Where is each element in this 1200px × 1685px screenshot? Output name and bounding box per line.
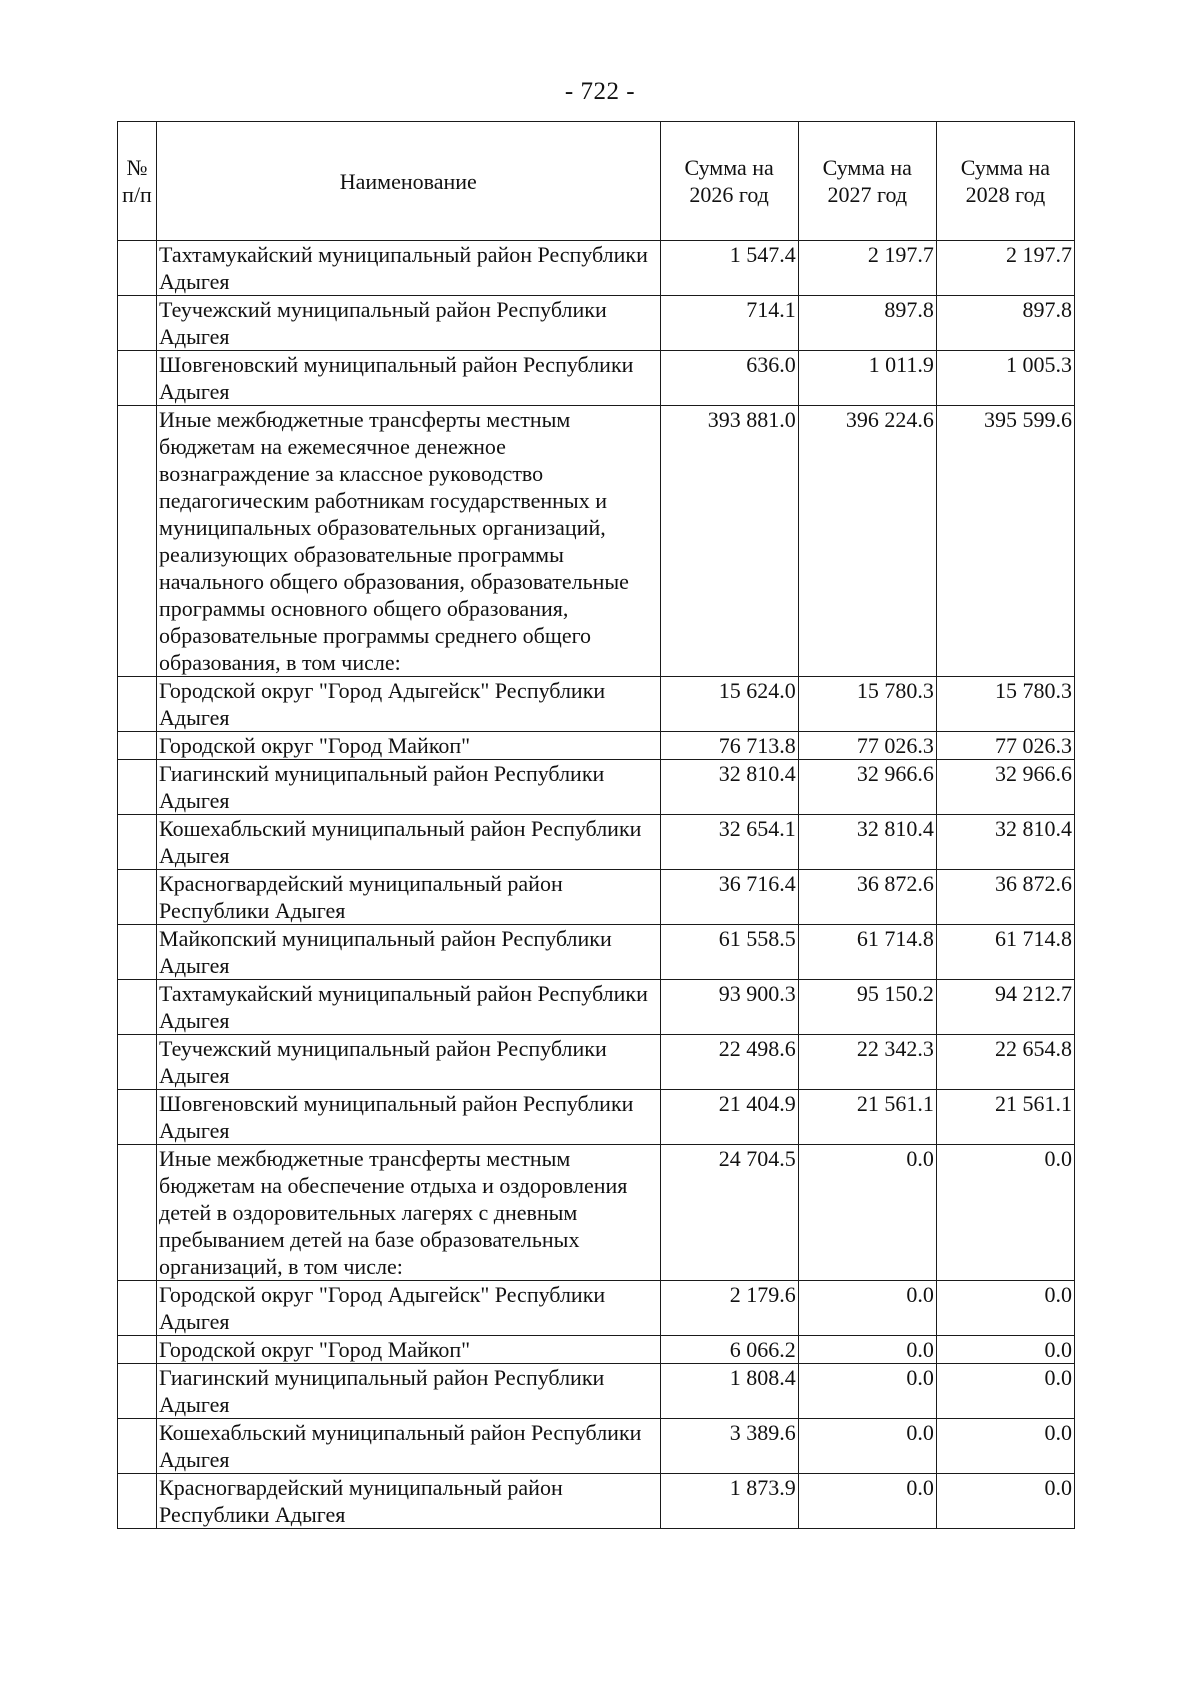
value-2027: 0.0 xyxy=(798,1419,936,1474)
row-name: Красногвардейский муниципальный район Республики Адыгея xyxy=(157,1474,661,1529)
value-2028: 94 212.7 xyxy=(936,980,1074,1035)
table-row xyxy=(118,241,1075,296)
row-name: Иные межбюджетные трансферты местным бюджетам на обеспечение отдыха и оздоровления детей в оздоровительных лагерях с дневным пребыванием детей на базе образовательных организаций, в том числе: xyxy=(157,1145,661,1281)
table-row xyxy=(118,406,1075,677)
value-2027: 61 714.8 xyxy=(798,925,936,980)
value-2026: 76 713.8 xyxy=(660,732,798,760)
table-row xyxy=(118,1336,1075,1364)
header-2027: Сумма на 2027 год xyxy=(798,122,936,241)
value-2026: 1 873.9 xyxy=(660,1474,798,1529)
row-number xyxy=(118,1090,157,1145)
value-2027: 2 197.7 xyxy=(798,241,936,296)
header-num: № п/п xyxy=(118,122,157,241)
value-2028: 61 714.8 xyxy=(936,925,1074,980)
value-2026: 61 558.5 xyxy=(660,925,798,980)
table-row xyxy=(118,760,1075,815)
row-number xyxy=(118,296,157,351)
value-2026: 714.1 xyxy=(660,296,798,351)
row-name: Городской округ "Город Майкоп" xyxy=(157,732,661,760)
value-2027: 0.0 xyxy=(798,1364,936,1419)
value-2028: 0.0 xyxy=(936,1281,1074,1336)
value-2027: 0.0 xyxy=(798,1474,936,1529)
table-row xyxy=(118,925,1075,980)
value-2027: 36 872.6 xyxy=(798,870,936,925)
value-2026: 32 810.4 xyxy=(660,760,798,815)
row-name: Шовгеновский муниципальный район Республики Адыгея xyxy=(157,351,661,406)
header-2026: Сумма на 2026 год xyxy=(660,122,798,241)
value-2026: 2 179.6 xyxy=(660,1281,798,1336)
table-row xyxy=(118,1419,1075,1474)
value-2026: 15 624.0 xyxy=(660,677,798,732)
value-2026: 32 654.1 xyxy=(660,815,798,870)
row-number xyxy=(118,1419,157,1474)
value-2027: 22 342.3 xyxy=(798,1035,936,1090)
row-number xyxy=(118,925,157,980)
row-number xyxy=(118,815,157,870)
value-2027: 21 561.1 xyxy=(798,1090,936,1145)
value-2028: 0.0 xyxy=(936,1364,1074,1419)
value-2028: 36 872.6 xyxy=(936,870,1074,925)
value-2028: 22 654.8 xyxy=(936,1035,1074,1090)
value-2027: 77 026.3 xyxy=(798,732,936,760)
value-2028: 21 561.1 xyxy=(936,1090,1074,1145)
table-row xyxy=(118,870,1075,925)
value-2026: 22 498.6 xyxy=(660,1035,798,1090)
value-2028: 0.0 xyxy=(936,1419,1074,1474)
table-row xyxy=(118,815,1075,870)
row-name: Красногвардейский муниципальный район Республики Адыгея xyxy=(157,870,661,925)
value-2027: 95 150.2 xyxy=(798,980,936,1035)
value-2028: 15 780.3 xyxy=(936,677,1074,732)
row-name: Теучежский муниципальный район Республики Адыгея xyxy=(157,1035,661,1090)
table-row xyxy=(118,1364,1075,1419)
table-row xyxy=(118,1474,1075,1529)
table-row xyxy=(118,351,1075,406)
table-row xyxy=(118,1035,1075,1090)
value-2027: 15 780.3 xyxy=(798,677,936,732)
value-2026: 393 881.0 xyxy=(660,406,798,677)
value-2027: 1 011.9 xyxy=(798,351,936,406)
row-number xyxy=(118,980,157,1035)
value-2027: 0.0 xyxy=(798,1281,936,1336)
value-2027: 32 966.6 xyxy=(798,760,936,815)
row-number xyxy=(118,241,157,296)
value-2026: 636.0 xyxy=(660,351,798,406)
table-body xyxy=(118,241,1075,1529)
value-2027: 396 224.6 xyxy=(798,406,936,677)
row-number xyxy=(118,1364,157,1419)
value-2028: 77 026.3 xyxy=(936,732,1074,760)
row-name: Тахтамукайский муниципальный район Республики Адыгея xyxy=(157,241,661,296)
row-name: Гиагинский муниципальный район Республики Адыгея xyxy=(157,1364,661,1419)
page-number: - 722 - xyxy=(564,78,636,105)
row-name: Кошехабльский муниципальный район Республики Адыгея xyxy=(157,815,661,870)
value-2028: 897.8 xyxy=(936,296,1074,351)
row-name: Иные межбюджетные трансферты местным бюджетам на ежемесячное денежное вознаграждение за классное руководство педагогическим работникам государственных и муниципальных образовательных организаций, реализующих образовательные программы начального общего образования, образовательные программы основного общего образования, образовательные программы среднего общего образования, в том числе: xyxy=(157,406,661,677)
value-2026: 93 900.3 xyxy=(660,980,798,1035)
table-header-row xyxy=(118,122,1075,241)
row-number xyxy=(118,1281,157,1336)
value-2028: 0.0 xyxy=(936,1145,1074,1281)
value-2026: 6 066.2 xyxy=(660,1336,798,1364)
value-2028: 395 599.6 xyxy=(936,406,1074,677)
row-name: Тахтамукайский муниципальный район Республики Адыгея xyxy=(157,980,661,1035)
value-2027: 32 810.4 xyxy=(798,815,936,870)
value-2027: 0.0 xyxy=(798,1336,936,1364)
row-name: Городской округ "Город Адыгейск" Республики Адыгея xyxy=(157,677,661,732)
table-row xyxy=(118,732,1075,760)
table-row xyxy=(118,677,1075,732)
row-number xyxy=(118,1035,157,1090)
header-name: Наименование xyxy=(157,122,661,241)
value-2026: 36 716.4 xyxy=(660,870,798,925)
row-name: Городской округ "Город Майкоп" xyxy=(157,1336,661,1364)
table-row xyxy=(118,1090,1075,1145)
row-number xyxy=(118,677,157,732)
table-row xyxy=(118,1281,1075,1336)
row-name: Теучежский муниципальный район Республики Адыгея xyxy=(157,296,661,351)
value-2028: 32 966.6 xyxy=(936,760,1074,815)
value-2026: 3 389.6 xyxy=(660,1419,798,1474)
row-name: Кошехабльский муниципальный район Республики Адыгея xyxy=(157,1419,661,1474)
table-row xyxy=(118,980,1075,1035)
row-number xyxy=(118,870,157,925)
value-2028: 0.0 xyxy=(936,1474,1074,1529)
row-number xyxy=(118,760,157,815)
value-2028: 2 197.7 xyxy=(936,241,1074,296)
row-number xyxy=(118,1145,157,1281)
row-name: Шовгеновский муниципальный район Республики Адыгея xyxy=(157,1090,661,1145)
row-number xyxy=(118,1336,157,1364)
row-name: Майкопский муниципальный район Республики Адыгея xyxy=(157,925,661,980)
row-number xyxy=(118,406,157,677)
value-2028: 1 005.3 xyxy=(936,351,1074,406)
row-name: Гиагинский муниципальный район Республики Адыгея xyxy=(157,760,661,815)
value-2027: 897.8 xyxy=(798,296,936,351)
table-row xyxy=(118,1145,1075,1281)
table-row xyxy=(118,296,1075,351)
value-2027: 0.0 xyxy=(798,1145,936,1281)
value-2026: 1 808.4 xyxy=(660,1364,798,1419)
value-2026: 1 547.4 xyxy=(660,241,798,296)
budget-table xyxy=(117,121,1075,1529)
row-name: Городской округ "Город Адыгейск" Республики Адыгея xyxy=(157,1281,661,1336)
row-number xyxy=(118,732,157,760)
value-2026: 21 404.9 xyxy=(660,1090,798,1145)
row-number xyxy=(118,351,157,406)
value-2028: 0.0 xyxy=(936,1336,1074,1364)
value-2028: 32 810.4 xyxy=(936,815,1074,870)
value-2026: 24 704.5 xyxy=(660,1145,798,1281)
header-2028: Сумма на 2028 год xyxy=(936,122,1074,241)
row-number xyxy=(118,1474,157,1529)
